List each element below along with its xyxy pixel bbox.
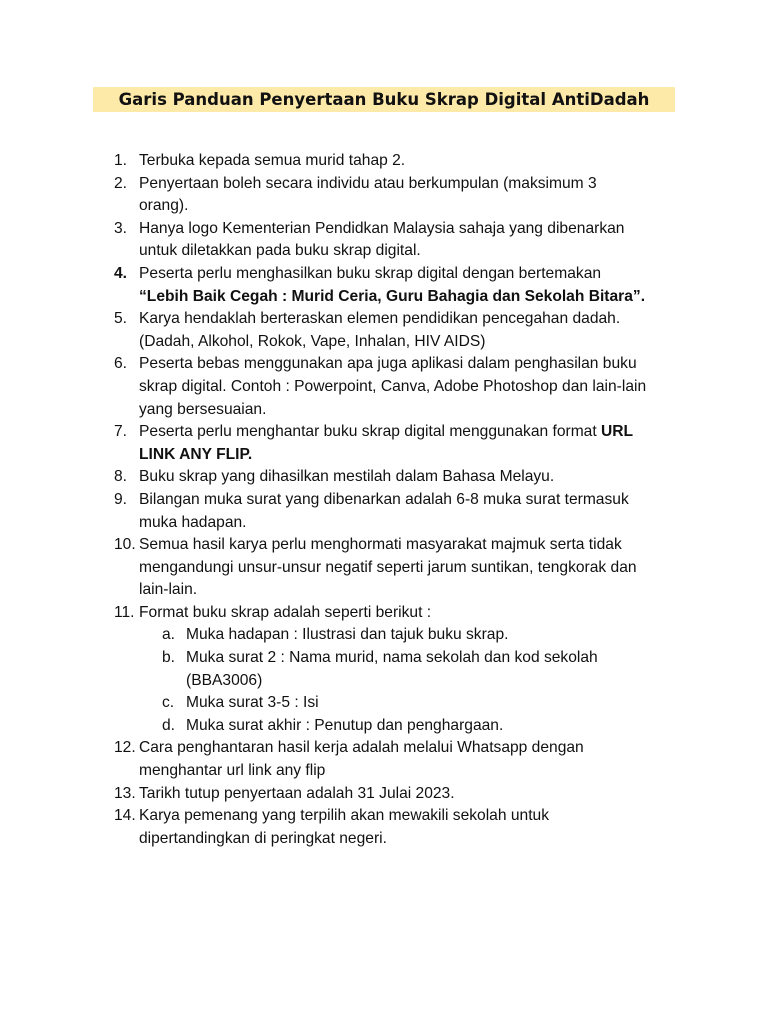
item-text-normal: Peserta perlu menghantar buku skrap digital menggunakan format [139, 423, 602, 441]
list-item [114, 466, 674, 489]
item-text: Karya hendaklah berteraskan elemen pendidikan pencegahan dadah. [139, 310, 621, 328]
item-number: 6. [114, 355, 128, 373]
list-item [114, 805, 674, 850]
sub-item-text: Muka surat 2 : Nama murid, nama sekolah dan kod sekolah [186, 649, 598, 667]
list-item [114, 218, 674, 263]
sub-item-letter: b. [162, 649, 176, 667]
list-item [114, 489, 674, 534]
list-item [114, 602, 674, 625]
item-text [139, 421, 674, 444]
item-text-bold: URL [601, 423, 634, 441]
item-text: skrap digital. Contoh : Powerpoint, Canva, Adobe Photoshop dan lain-lain [139, 377, 647, 395]
list-item [114, 534, 674, 602]
page-title: Garis Panduan Penyertaan Buku Skrap Digital AntiDadah [118, 90, 650, 109]
item-text: dipertandingkan di peringkat negeri. [139, 829, 387, 847]
list-item [114, 353, 674, 421]
item-number: 12. [114, 739, 136, 757]
list-item [114, 421, 674, 466]
item-number: 9. [114, 490, 128, 508]
sub-item-letter: c. [162, 694, 175, 712]
item-number: 1. [114, 152, 128, 169]
item-text: orang). [139, 197, 189, 215]
item-text: muka hadapan. [139, 513, 247, 531]
item-text: mengandungi unsur-unsur negatif seperti jarum suntikan, tengkorak dan [139, 558, 637, 576]
item-number: 14. [114, 807, 136, 825]
sub-item-text: Muka hadapan : Ilustrasi dan tajuk buku skrap. [186, 626, 509, 644]
item-number: 10. [114, 536, 136, 554]
sub-item-text: (BBA3006) [186, 671, 263, 689]
item-text: Hanya logo Kementerian Pendidkan Malaysia sahaja yang dibenarkan [139, 219, 625, 237]
item-number: 7. [114, 423, 128, 441]
sub-list-item [114, 647, 674, 692]
item-number: 3. [114, 219, 128, 237]
item-text: Format buku skrap adalah seperti berikut : [139, 603, 432, 621]
item-text: Penyertaan boleh secara individu atau berkumpulan (maksimum 3 [139, 174, 597, 192]
item-text: Tarikh tutup penyertaan adalah 31 Julai 2023. [139, 784, 455, 802]
sub-item-text: Muka surat akhir : Penutup dan penghargaan. [186, 716, 504, 734]
title-banner [93, 87, 675, 112]
list-item [114, 150, 674, 173]
item-number: 13. [114, 784, 136, 802]
list-item [114, 308, 674, 353]
item-text: Bilangan muka surat yang dibenarkan adalah 6-8 muka surat termasuk [139, 490, 629, 508]
item-text: Peserta perlu menghasilkan buku skrap digital dengan bertemakan [139, 264, 602, 282]
item-text: lain-lain. [139, 581, 198, 599]
item-text: yang bersesuaian. [139, 400, 267, 418]
item-text: Peserta bebas menggunakan apa juga aplikasi dalam penghasilan buku [139, 355, 637, 373]
list-item [114, 263, 674, 308]
sub-item-text: Muka surat 3-5 : Isi [186, 694, 319, 712]
item-text: (Dadah, Alkohol, Rokok, Vape, Inhalan, HIV AIDS) [139, 332, 486, 350]
item-text: Cara penghantaran hasil kerja adalah melalui Whatsapp dengan [139, 739, 584, 757]
item-number: 5. [114, 310, 128, 328]
list-item [114, 737, 674, 782]
item-text: Terbuka kepada semua murid tahap 2. [139, 152, 406, 169]
item-text: Buku skrap yang dihasilkan mestilah dalam Bahasa Melayu. [139, 468, 555, 486]
sub-item-letter: d. [162, 716, 176, 734]
item-number: 4. [114, 264, 128, 282]
sub-list-item [114, 692, 674, 715]
item-text-bold: LINK ANY FLIP. [139, 445, 253, 463]
item-text: untuk diletakkan pada buku skrap digital. [139, 242, 421, 260]
item-text: menghantar url link any flip [139, 762, 326, 780]
sub-list-item [114, 715, 674, 738]
list-item [114, 173, 674, 218]
guideline-list [114, 150, 674, 850]
item-number: 8. [114, 468, 128, 486]
item-text: Semua hasil karya perlu menghormati masyarakat majmuk serta tidak [139, 536, 622, 554]
sub-item-letter: a. [162, 626, 176, 644]
item-text: Karya pemenang yang terpilih akan mewakili sekolah untuk [139, 807, 550, 825]
list-item [114, 783, 674, 806]
item-number: 11. [114, 603, 135, 621]
item-number: 2. [114, 174, 128, 192]
sub-list-item [114, 624, 674, 647]
theme-text: “Lebih Baik Cegah : Murid Ceria, Guru Bahagia dan Sekolah Bitara”. [139, 287, 646, 305]
